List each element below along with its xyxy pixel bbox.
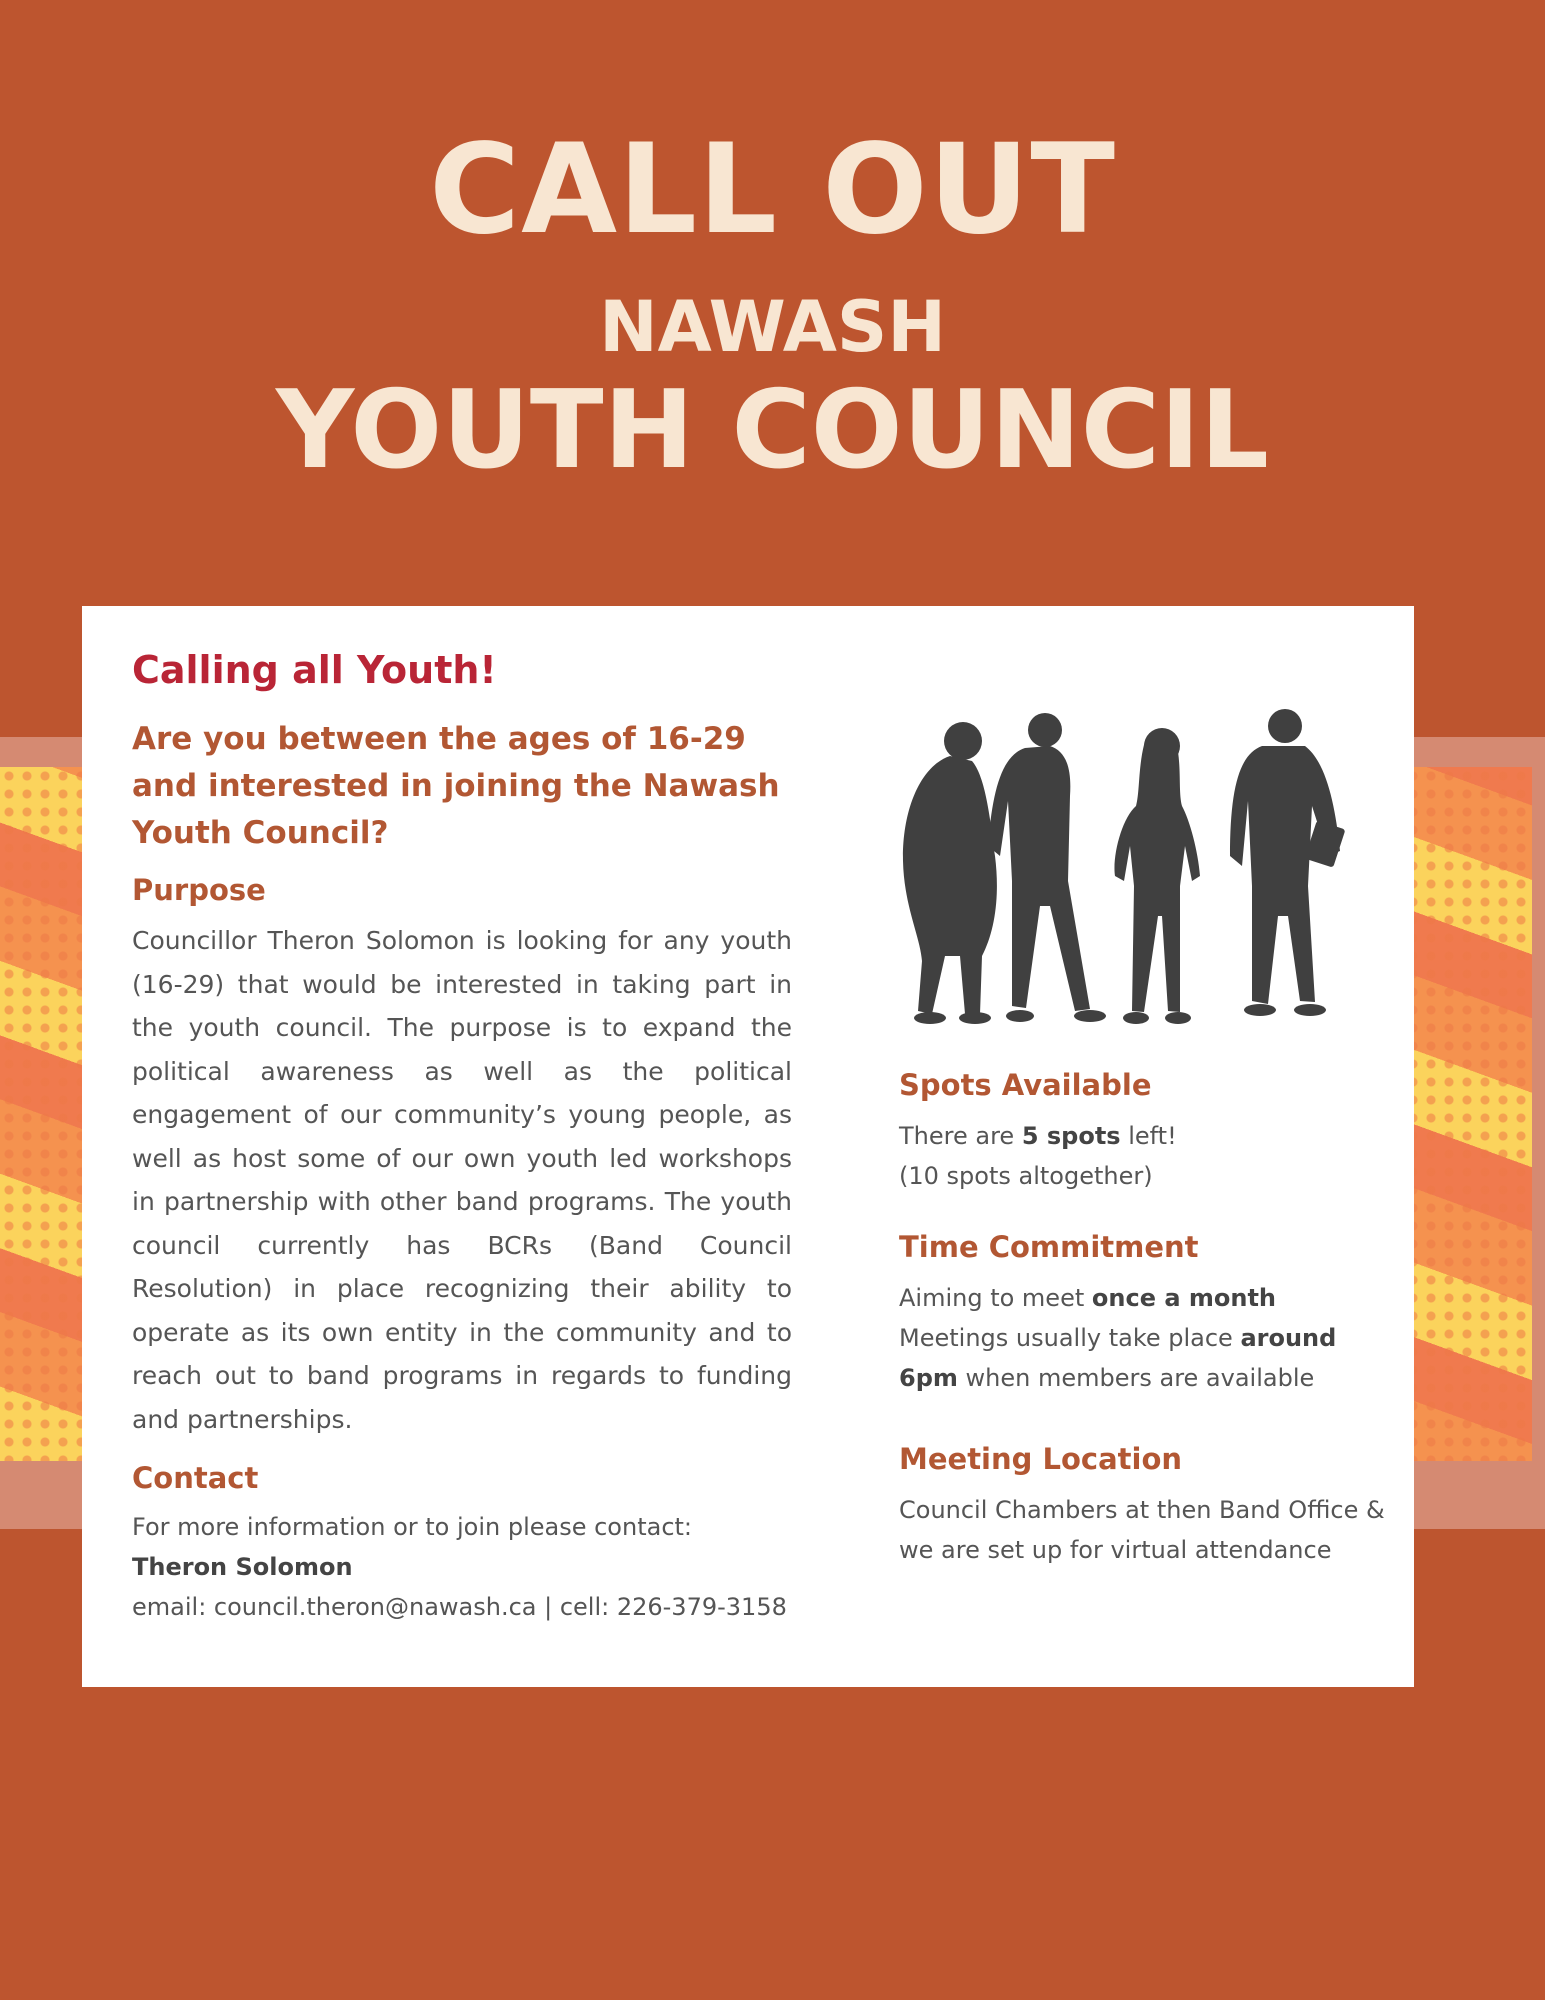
purpose-text: Councillor Theron Solomon is looking for any youth (16-29) that would be interested in taking part in the youth council. The purpose is to expand the political awareness as well as the political engagement of our community’s young people, as well as host some of our own youth led workshops in partnership with other band programs. The youth council currently has BCRs (Band Council Resolution) in place recognizing their ability to operate as its own entity in the community and to reach out to band programs in regards to funding and partnerships. xyxy=(132,926,792,1434)
time-around: around xyxy=(1240,1324,1337,1352)
title-youth-council: YOUTH COUNCIL xyxy=(276,368,1269,493)
spots-post: left! xyxy=(1120,1122,1177,1150)
location-heading: Meeting Location xyxy=(899,1442,1183,1476)
spots-heading: Spots Available xyxy=(899,1068,1152,1102)
age-question: Are you between the ages of 16-29 and interested in joining the Nawash Youth Council? xyxy=(132,721,780,851)
spots-total: (10 spots altogether) xyxy=(899,1162,1153,1190)
time-line1 xyxy=(899,1278,1404,1318)
title-call-out: CALL OUT xyxy=(429,118,1116,262)
youth-silhouettes-icon xyxy=(900,706,1410,1032)
contact-name: Theron Solomon xyxy=(132,1553,353,1581)
contact-details: email: council.theron@nawash.ca | cell: 226-379-3158 xyxy=(132,1593,787,1621)
contact-intro: For more information or to join please contact: xyxy=(132,1513,693,1541)
time-line3 xyxy=(899,1358,1404,1398)
left-column xyxy=(132,648,792,1627)
spots-line xyxy=(899,1116,1404,1156)
time-pre2: Meetings usually take place xyxy=(899,1324,1241,1352)
location-line2: we are set up for virtual attendance xyxy=(899,1536,1332,1564)
time-heading: Time Commitment xyxy=(899,1230,1199,1264)
time-line2 xyxy=(899,1318,1404,1358)
time-hour: 6pm xyxy=(899,1364,958,1392)
location-line1: Council Chambers at then Band Office & xyxy=(899,1496,1385,1524)
right-column xyxy=(899,1068,1404,1570)
title-nawash: NAWASH xyxy=(599,286,946,368)
spots-count: 5 spots xyxy=(1021,1122,1121,1150)
purpose-heading: Purpose xyxy=(132,873,266,907)
calling-headline: Calling all Youth! xyxy=(132,648,497,692)
spots-pre: There are xyxy=(899,1122,1022,1150)
contact-heading: Contact xyxy=(132,1461,259,1495)
info-card xyxy=(82,606,1414,1687)
time-frequency: once a month xyxy=(1091,1284,1277,1312)
time-pre: Aiming to meet xyxy=(899,1284,1092,1312)
time-post: when members are available xyxy=(957,1364,1315,1392)
